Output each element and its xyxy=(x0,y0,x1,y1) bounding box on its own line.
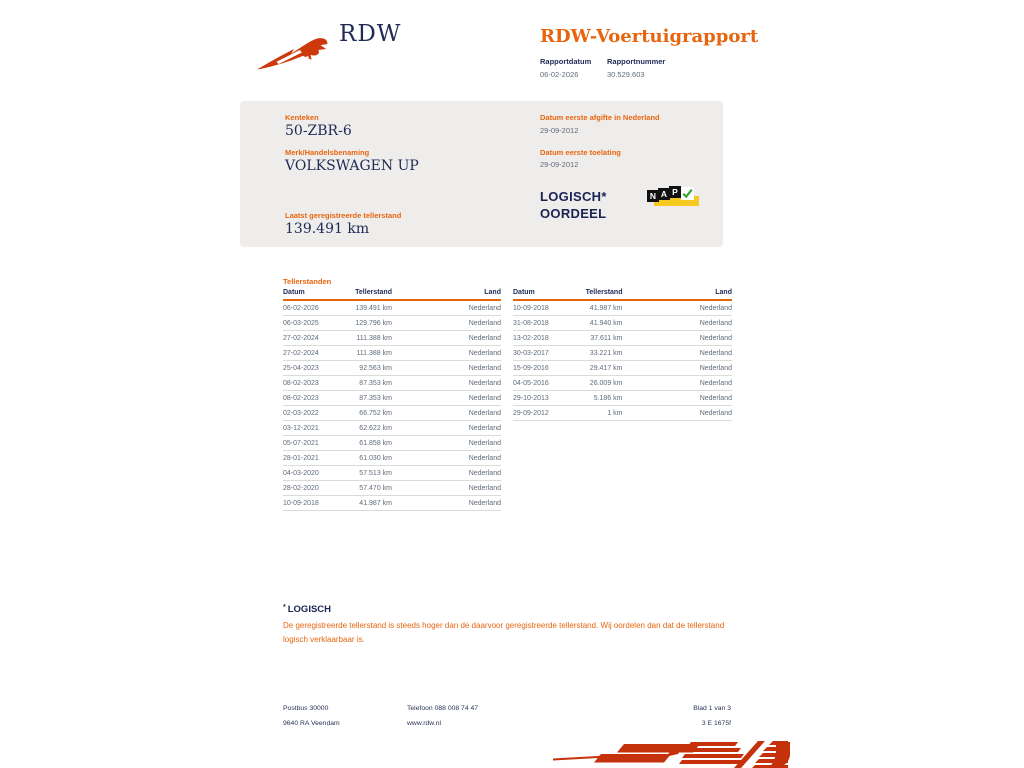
cell-datum: 28-01-2021 xyxy=(283,451,348,466)
tellerstanden-table-right xyxy=(513,289,732,421)
cell-datum: 02-03-2022 xyxy=(283,406,348,421)
cell-datum: 31-08-2018 xyxy=(513,316,579,331)
table-row xyxy=(513,316,732,331)
cell-land: Nederland xyxy=(622,406,732,421)
nap-letter-p: P xyxy=(669,186,681,198)
cell-land: Nederland xyxy=(392,496,501,511)
cell-land: Nederland xyxy=(392,300,501,316)
cell-land: Nederland xyxy=(392,316,501,331)
laatste-tellerstand-label: Laatst geregistreerde tellerstand xyxy=(285,211,402,220)
table-row xyxy=(513,361,732,376)
page-title: RDW-Voertuigrapport xyxy=(540,26,759,47)
footer-contact xyxy=(407,701,478,731)
cell-tellerstand: 87.353 km xyxy=(348,391,392,406)
cell-datum: 04-05-2016 xyxy=(513,376,579,391)
cell-land: Nederland xyxy=(622,346,732,361)
footer-address-line2: 9640 RA Veendam xyxy=(283,720,340,727)
merk-label: Merk/Handelsbenaming xyxy=(285,148,370,157)
nap-letter-a: A xyxy=(658,188,670,200)
col-header-land: Land xyxy=(622,289,732,300)
footnote-title xyxy=(283,604,331,615)
report-meta xyxy=(540,57,665,79)
report-number-label: Rapportnummer xyxy=(607,57,666,66)
merk-value: VOLKSWAGEN UP xyxy=(285,158,419,174)
table-row xyxy=(513,346,732,361)
kenteken-label: Kenteken xyxy=(285,113,319,122)
cell-tellerstand: 1 km xyxy=(579,406,623,421)
cell-land: Nederland xyxy=(392,406,501,421)
cell-datum: 13-02-2018 xyxy=(513,331,579,346)
cell-datum: 28-02-2020 xyxy=(283,481,348,496)
table-row xyxy=(283,331,501,346)
cell-datum: 06-03-2025 xyxy=(283,316,348,331)
cell-tellerstand: 41.987 km xyxy=(579,300,623,316)
cell-tellerstand: 87.353 km xyxy=(348,376,392,391)
table-header-row xyxy=(283,289,501,300)
cell-datum: 03-12-2021 xyxy=(283,421,348,436)
rdw-wing-stripes-graphic xyxy=(545,741,790,768)
tellerstanden-section-title: Tellerstanden xyxy=(283,277,332,286)
cell-tellerstand: 61.858 km xyxy=(348,436,392,451)
table-row xyxy=(283,346,501,361)
cell-tellerstand: 66.752 km xyxy=(348,406,392,421)
cell-tellerstand: 62.622 km xyxy=(348,421,392,436)
table-row xyxy=(513,391,732,406)
footer-website: www.rdw.nl xyxy=(407,720,441,727)
cell-land: Nederland xyxy=(392,331,501,346)
nap-logo xyxy=(647,184,699,211)
oordeel-line1: LOGISCH* xyxy=(540,189,607,204)
footer-phone: Telefoon 088 008 74 47 xyxy=(407,705,479,712)
cell-datum: 30-03-2017 xyxy=(513,346,579,361)
report-number-value: 30.529.603 xyxy=(607,70,645,79)
col-header-datum: Datum xyxy=(283,289,348,300)
report-date-value: 06-02-2026 xyxy=(540,70,579,79)
table-header-row xyxy=(513,289,732,300)
col-header-tellerstand: Tellerstand xyxy=(579,289,623,300)
table-row xyxy=(513,406,732,421)
table-row xyxy=(283,481,501,496)
cell-datum: 10-09-2018 xyxy=(283,496,348,511)
cell-tellerstand: 139.491 km xyxy=(348,300,392,316)
footer-page-info xyxy=(620,701,731,731)
footer-address-line1: Postbus 30000 xyxy=(283,705,329,712)
table-row xyxy=(283,496,501,511)
cell-tellerstand: 129.796 km xyxy=(348,316,392,331)
table-row xyxy=(283,466,501,481)
cell-tellerstand: 5.186 km xyxy=(579,391,623,406)
cell-land: Nederland xyxy=(392,391,501,406)
table-row xyxy=(283,451,501,466)
nap-letter-n: N xyxy=(647,190,659,202)
eerste-afgifte-value: 29-09-2012 xyxy=(540,126,579,135)
cell-tellerstand: 111.388 km xyxy=(348,346,392,361)
cell-land: Nederland xyxy=(622,300,732,316)
cell-land: Nederland xyxy=(392,481,501,496)
cell-datum: 08-02-2023 xyxy=(283,391,348,406)
table-row xyxy=(283,376,501,391)
table-row xyxy=(513,300,732,316)
cell-land: Nederland xyxy=(392,466,501,481)
cell-datum: 05-07-2021 xyxy=(283,436,348,451)
cell-datum: 06-02-2026 xyxy=(283,300,348,316)
cell-tellerstand: 37.611 km xyxy=(579,331,623,346)
cell-land: Nederland xyxy=(392,361,501,376)
report-date-label: Rapportdatum xyxy=(540,57,592,66)
cell-tellerstand: 57.470 km xyxy=(348,481,392,496)
cell-datum: 08-02-2023 xyxy=(283,376,348,391)
footer-address xyxy=(283,701,340,731)
cell-land: Nederland xyxy=(622,331,732,346)
eerste-toelating-label: Datum eerste toelating xyxy=(540,148,621,157)
cell-datum: 29-10-2013 xyxy=(513,391,579,406)
cell-datum: 27-02-2024 xyxy=(283,346,348,361)
col-header-datum: Datum xyxy=(513,289,579,300)
rdw-bird-logo-icon xyxy=(257,29,335,71)
oordeel-line2: OORDEEL xyxy=(540,206,607,221)
oordeel-verdict xyxy=(540,188,607,222)
table-row xyxy=(283,300,501,316)
tellerstanden-table-left xyxy=(283,289,501,511)
vehicle-summary-box xyxy=(240,101,723,247)
cell-land: Nederland xyxy=(392,421,501,436)
table-row xyxy=(283,406,501,421)
rdw-wordmark: RDW xyxy=(339,21,402,47)
eerste-afgifte-label: Datum eerste afgifte in Nederland xyxy=(540,113,660,122)
cell-tellerstand: 29.417 km xyxy=(579,361,623,376)
laatste-tellerstand-value: 139.491 km xyxy=(285,221,370,237)
cell-tellerstand: 57.513 km xyxy=(348,466,392,481)
cell-datum: 15-09-2016 xyxy=(513,361,579,376)
table-row xyxy=(283,436,501,451)
cell-land: Nederland xyxy=(392,451,501,466)
table-row xyxy=(283,316,501,331)
cell-land: Nederland xyxy=(622,376,732,391)
cell-datum: 10-09-2018 xyxy=(513,300,579,316)
table-row xyxy=(513,331,732,346)
cell-land: Nederland xyxy=(392,346,501,361)
footer-form-code: 3 E 1675f xyxy=(701,720,731,727)
cell-tellerstand: 41.987 km xyxy=(348,496,392,511)
col-header-tellerstand: Tellerstand xyxy=(348,289,392,300)
cell-tellerstand: 26.009 km xyxy=(579,376,623,391)
cell-land: Nederland xyxy=(392,436,501,451)
footer-page-number: Blad 1 van 3 xyxy=(693,705,731,712)
cell-land: Nederland xyxy=(622,361,732,376)
cell-land: Nederland xyxy=(622,316,732,331)
cell-datum: 29-09-2012 xyxy=(513,406,579,421)
table-row xyxy=(283,361,501,376)
cell-land: Nederland xyxy=(622,391,732,406)
col-header-land: Land xyxy=(392,289,501,300)
table-row xyxy=(283,421,501,436)
cell-tellerstand: 92.563 km xyxy=(348,361,392,376)
cell-datum: 04-03-2020 xyxy=(283,466,348,481)
table-row xyxy=(513,376,732,391)
footnote-title-text: LOGISCH xyxy=(287,604,332,615)
nap-check-icon xyxy=(681,187,694,200)
cell-datum: 27-02-2024 xyxy=(283,331,348,346)
cell-tellerstand: 111.388 km xyxy=(348,331,392,346)
cell-tellerstand: 61.030 km xyxy=(348,451,392,466)
cell-tellerstand: 41.940 km xyxy=(579,316,623,331)
footnote-text: De geregistreerde tellerstand is steeds hoger dan de daarvoor geregistreerde tellerstand. Wij oordelen dan dat de tellerstand logisch verklaarbaar is. xyxy=(283,621,725,644)
cell-land: Nederland xyxy=(392,376,501,391)
cell-datum: 25-04-2023 xyxy=(283,361,348,376)
kenteken-value: 50-ZBR-6 xyxy=(285,123,352,139)
table-row xyxy=(283,391,501,406)
cell-tellerstand: 33.221 km xyxy=(579,346,623,361)
eerste-toelating-value: 29-09-2012 xyxy=(540,160,579,169)
footnote-asterisk: * xyxy=(283,604,286,611)
